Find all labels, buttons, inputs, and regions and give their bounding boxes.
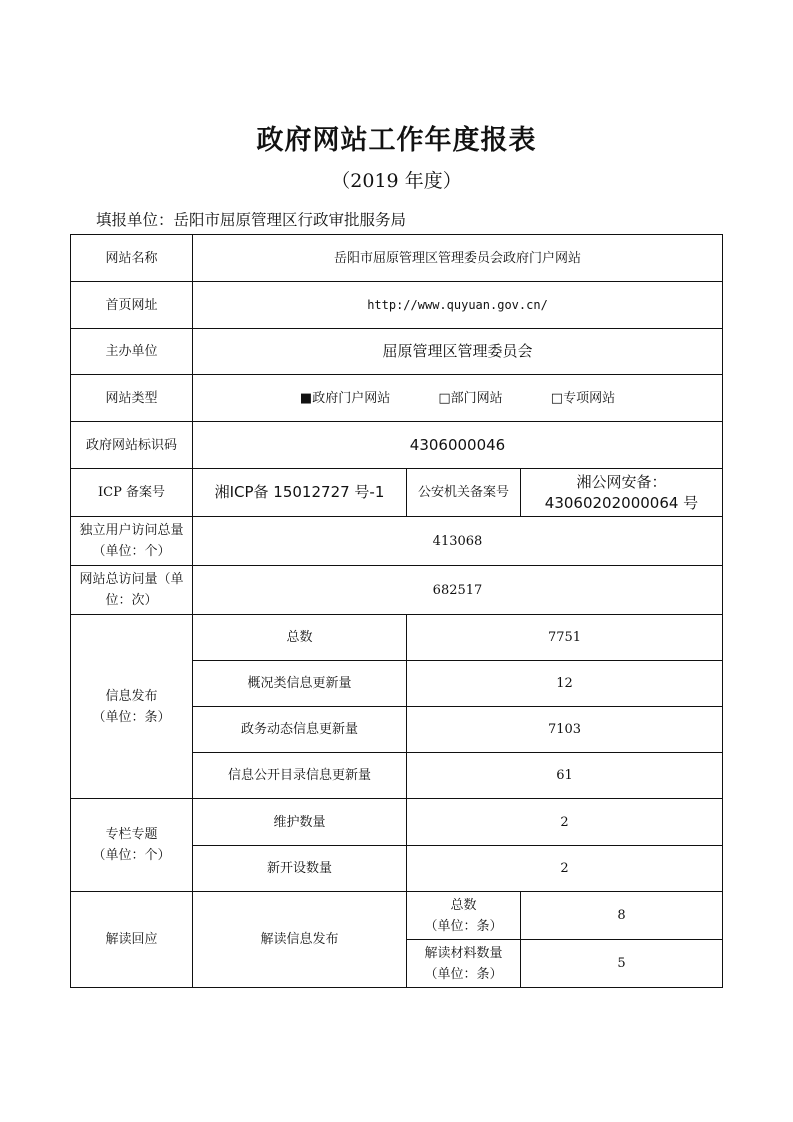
interpretation-label: 解读回应 xyxy=(71,892,193,988)
row-site-type xyxy=(71,375,723,422)
interp-row-label xyxy=(407,892,521,940)
info-row-label: 信息公开目录信息更新量 xyxy=(193,753,407,799)
option-special-unchecked: □专项网站 xyxy=(550,390,616,406)
info-publish-title: 信息发布 xyxy=(105,688,158,704)
report-year: （2019 年度） xyxy=(331,170,462,192)
row-interp-total xyxy=(71,892,723,940)
total-visits-value: 682517 xyxy=(193,566,723,615)
interp-row-unit: （单位：条） xyxy=(424,918,503,934)
police-record-value: 湘公网安备：43060202000064 号 xyxy=(521,469,723,517)
info-row-value: 12 xyxy=(407,661,723,707)
site-name-label: 网站名称 xyxy=(71,235,193,282)
homepage-url: http://www.quyuan.gov.cn/ xyxy=(193,282,723,329)
row-info-total xyxy=(71,615,723,661)
info-row-label: 总数 xyxy=(193,615,407,661)
option-department-unchecked: □部门网站 xyxy=(438,390,503,406)
info-row-value: 7751 xyxy=(407,615,723,661)
interpretation-sub-label: 解读信息发布 xyxy=(193,892,407,988)
police-record-label: 公安机关备案号 xyxy=(407,469,521,517)
interp-row-unit: （单位：条） xyxy=(424,966,503,982)
columns-row-label: 新开设数量 xyxy=(193,846,407,892)
row-homepage xyxy=(71,282,723,329)
filling-unit: 填报单位：岳阳市屈原管理区行政审批服务局 xyxy=(96,211,407,229)
icp-value: 湘ICP备 15012727 号-1 xyxy=(193,469,407,517)
report-table xyxy=(70,234,723,988)
site-id-label: 政府网站标识码 xyxy=(71,422,193,469)
columns-label xyxy=(71,799,193,892)
columns-row-value: 2 xyxy=(407,799,723,846)
info-row-label: 概况类信息更新量 xyxy=(193,661,407,707)
row-icp xyxy=(71,469,723,517)
columns-row-label: 维护数量 xyxy=(193,799,407,846)
row-unique-visitors xyxy=(71,517,723,566)
columns-title: 专栏专题 xyxy=(105,827,158,842)
info-row-label: 政务动态信息更新量 xyxy=(193,707,407,753)
interp-row-value: 8 xyxy=(521,892,723,940)
host-label: 主办单位 xyxy=(71,329,193,375)
site-id-value: 4306000046 xyxy=(193,422,723,469)
icp-label: ICP 备案号 xyxy=(71,469,193,517)
row-site-id xyxy=(71,422,723,469)
columns-row-value: 2 xyxy=(407,846,723,892)
host-value: 屈原管理区管理委员会 xyxy=(193,329,723,375)
site-name-value: 岳阳市屈原管理区管理委员会政府门户网站 xyxy=(193,235,723,282)
info-publish-label xyxy=(71,615,193,799)
row-columns-maintained xyxy=(71,799,723,846)
interp-row-title: 解读材料数量 xyxy=(424,945,503,961)
unique-visitors-value: 413068 xyxy=(193,517,723,566)
row-host xyxy=(71,329,723,375)
columns-unit: （单位：个） xyxy=(92,848,171,863)
row-site-name xyxy=(71,235,723,282)
info-row-value: 7103 xyxy=(407,707,723,753)
report-title: 政府网站工作年度报表 xyxy=(256,125,537,156)
row-total-visits xyxy=(71,566,723,615)
interp-row-label xyxy=(407,940,521,988)
interp-row-value: 5 xyxy=(521,940,723,988)
unique-visitors-label: 独立用户访问总量（单位：个） xyxy=(71,517,193,566)
total-visits-label: 网站总访问量（单位：次） xyxy=(71,566,193,615)
option-portal-checked: ■政府门户网站 xyxy=(299,390,391,406)
info-row-value: 61 xyxy=(407,753,723,799)
interp-row-title: 总数 xyxy=(450,897,477,913)
info-publish-unit: （单位：条） xyxy=(92,709,171,725)
site-type-label: 网站类型 xyxy=(71,375,193,422)
site-type-options xyxy=(193,375,723,422)
homepage-label: 首页网址 xyxy=(71,282,193,329)
